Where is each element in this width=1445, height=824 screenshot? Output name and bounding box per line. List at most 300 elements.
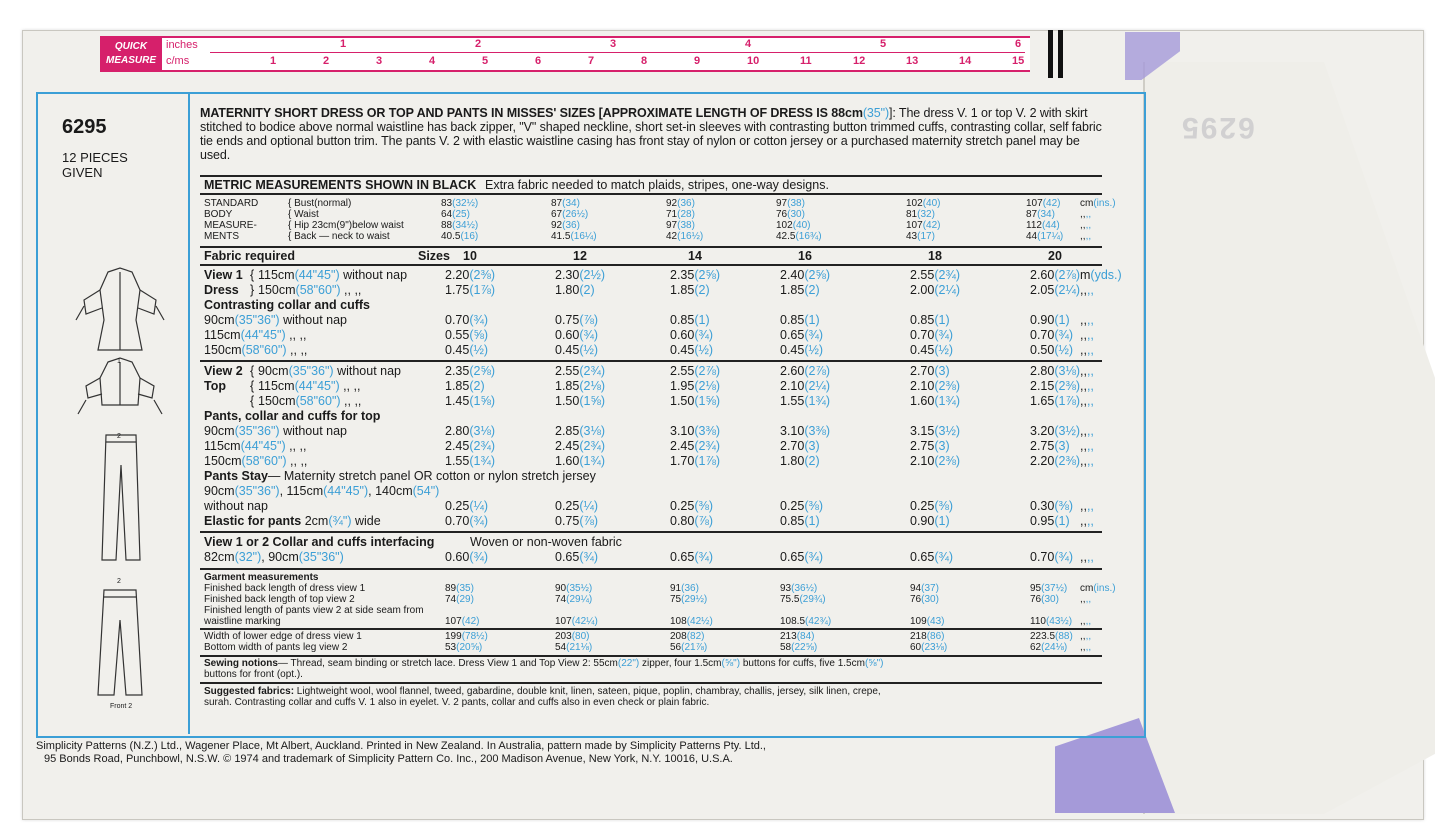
- garment-row-val-imperial: (43): [926, 616, 945, 627]
- garment-width-val-imperial: (24⅛): [1041, 642, 1068, 653]
- garment-row-val: [670, 616, 713, 627]
- width-in: (58"60"): [241, 454, 287, 468]
- elastic-row-val-metric: 0.85: [780, 514, 805, 528]
- view2-sub-2-val-metric: 1.80: [780, 454, 805, 468]
- pants-front2-drawing: [98, 590, 142, 695]
- body-val-metric: 92: [666, 198, 678, 209]
- interfacing-vals-val-metric: 0.70: [1030, 550, 1055, 564]
- width-in: (58"60"): [295, 283, 341, 297]
- view2-sub-2-val-imperial: (2): [804, 454, 820, 468]
- view1-sub-1-val-metric: 0.55: [445, 328, 470, 342]
- view2-row-1-unit: [1080, 379, 1094, 393]
- garment-row-val-imperial: (42¼): [571, 616, 598, 627]
- size-16: 16: [798, 249, 812, 263]
- width-in: (44"45"): [294, 379, 340, 393]
- body-val-metric: 102: [906, 198, 923, 209]
- unit-alt: ,,: [1086, 379, 1094, 393]
- body-unit: [1080, 220, 1091, 231]
- interfacing-vals-val-imperial: (¾): [469, 550, 489, 564]
- body-row-name: { Waist: [288, 209, 319, 220]
- t3: buttons for cuffs, five 1.5cm: [740, 658, 865, 669]
- garment-row-val: [670, 594, 707, 605]
- view2-row-2-val: [780, 394, 830, 408]
- view2-sub-0-val: [910, 424, 960, 438]
- interfacing-vals-val-metric: 0.65: [780, 550, 805, 564]
- view2-label: View 2: [204, 364, 243, 378]
- width-in: (35"36"): [234, 313, 280, 327]
- view2-row-2-val-imperial: (1⅞): [1054, 394, 1081, 408]
- garment-width-val: [670, 642, 707, 653]
- body-val-metric: 107: [906, 220, 923, 231]
- garment-row-name: waistline marking: [204, 616, 281, 627]
- width-label: [258, 283, 361, 297]
- body-val-metric: 64: [441, 209, 453, 220]
- garment-illustrations: [70, 250, 170, 710]
- view1-row-0-val-imperial: (2⅞): [1054, 268, 1081, 282]
- view2-sub-0-val-imperial: (3⅛): [579, 424, 606, 438]
- nap: ,, ,,: [286, 343, 308, 357]
- unit: ,,: [1080, 343, 1087, 357]
- view1-row-0-val: [670, 268, 720, 282]
- view2-row-0-val-imperial: (2⅝): [469, 364, 496, 378]
- view1-sub-1-val: [780, 328, 823, 342]
- unit-alt: ,,: [1086, 499, 1094, 513]
- view2-row-0-val-imperial: (2¾): [579, 364, 606, 378]
- view1-sub-2-val-metric: 0.45: [445, 343, 470, 357]
- c: , 90cm: [261, 550, 299, 564]
- garment-row-name: Finished back length of top view 2: [204, 594, 355, 605]
- view2-sub-0-val-metric: 3.10: [670, 424, 695, 438]
- view2-sub-1-val-metric: 2.75: [910, 439, 935, 453]
- body-val-imperial: (16¼): [570, 231, 597, 242]
- view1-sub-1-val-metric: 0.70: [1030, 328, 1055, 342]
- view1-row-0-val-metric: 2.40: [780, 268, 805, 282]
- ruler-cm-10: 10: [747, 55, 760, 67]
- a2: (⅝"): [721, 658, 741, 669]
- rule-4: [200, 264, 1102, 266]
- view2-row-2-val-imperial: (1¾): [934, 394, 961, 408]
- view1-sub-1-val-metric: 0.60: [670, 328, 695, 342]
- figure-label-1: 1: [117, 358, 121, 365]
- stay-row-val-imperial: (⅜): [804, 499, 824, 513]
- body-val-imperial: (32½): [452, 198, 479, 209]
- view2-sub-0-val-imperial: (3½): [1054, 424, 1081, 438]
- garment-width-val-imperial: (21⅛): [566, 642, 593, 653]
- body-val: [776, 198, 805, 209]
- view1-sub-0-val-metric: 0.70: [445, 313, 470, 327]
- unit: ,,: [1080, 220, 1086, 231]
- view2-row-2-val-metric: 1.50: [670, 394, 695, 408]
- garment-row-name: Finished back length of dress view 1: [204, 583, 366, 594]
- stay-nap: without nap: [204, 499, 268, 513]
- rule-garment: [200, 628, 1102, 630]
- width-label: [204, 439, 306, 453]
- view2-row-1-val-imperial: (2¼): [804, 379, 831, 393]
- view1-row-1-val-metric: 1.80: [555, 283, 580, 297]
- view1-sub-1-val-imperial: (⅝): [469, 328, 489, 342]
- body-val: [906, 220, 940, 231]
- interfacing-vals-val: [780, 550, 823, 564]
- elastic-row-val-imperial: (1): [934, 514, 950, 528]
- rule-view1: [200, 360, 1102, 362]
- a3: (⅝"): [864, 658, 884, 669]
- view2-row-1-val-metric: 1.85: [555, 379, 580, 393]
- size-10: 10: [463, 249, 477, 263]
- view2-sub-2-val-imperial: (1¾): [579, 454, 606, 468]
- body-val-metric: 76: [776, 209, 788, 220]
- view2-label: Top: [204, 379, 226, 393]
- view2-row-0-val-metric: 2.60: [780, 364, 805, 378]
- view1-sub-2-val-metric: 0.45: [780, 343, 805, 357]
- view1-sub-0-val-imperial: (1): [1054, 313, 1070, 327]
- unit-alt: ,,: [1086, 364, 1094, 378]
- view2-row-1-val-imperial: (2⅜): [934, 379, 961, 393]
- unit-alt: ,,: [1085, 616, 1092, 627]
- garment-width-val-imperial: (86): [926, 631, 945, 642]
- body-unit: [1080, 231, 1091, 242]
- ruler-inch-5: 5: [880, 38, 887, 50]
- view2-row-2-val-imperial: (1¾): [804, 394, 831, 408]
- footer-line-2: 95 Bonds Road, Punchbowl, N.S.W. © 1974 and trademark of Simplicity Pattern Co. Inc., 200 Madison Avenue, New York, N.Y. 10016, U.S.A.: [44, 753, 733, 765]
- view2-row-2-val: [910, 394, 960, 408]
- view2-row-2-val-metric: 1.55: [780, 394, 805, 408]
- garment-width-val-imperial: (20⅝): [456, 642, 483, 653]
- garment-width-val: [910, 642, 947, 653]
- garment-row-val-imperial: (37): [921, 583, 939, 594]
- view2-row-1-val: [555, 379, 605, 393]
- body-val: [1026, 198, 1060, 209]
- ruler-cms-label: c/ms: [166, 55, 190, 67]
- width-label: [258, 379, 360, 393]
- stay-row-val: [670, 499, 713, 513]
- view1-row-0-val: [1030, 268, 1080, 282]
- view2-sub-0-val: [1030, 424, 1080, 438]
- interfacing-vals-val-imperial: (¾): [579, 550, 599, 564]
- view2-row-1-val-imperial: (2⅛): [579, 379, 606, 393]
- garment-row-val-imperial: (42½): [686, 616, 713, 627]
- stay-row-val-imperial: (⅜): [694, 499, 714, 513]
- pants-stay-text: — Maternity stretch panel OR cotton or nylon stretch jersey: [267, 469, 596, 483]
- nap: without nap: [279, 313, 348, 327]
- footer-line-1: Simplicity Patterns (N.Z.) Ltd., Wagener Place, Mt Albert, Auckland. Printed in New Zealand. In Australia, pattern made by Simplicity Patterns Pty. Ltd.,: [36, 740, 766, 752]
- interfacing-vals-unit: [1080, 550, 1094, 564]
- view2-sub-0-val-metric: 2.85: [555, 424, 580, 438]
- view2-sub-2-val: [445, 454, 495, 468]
- fabric-required-label: Fabric required: [204, 249, 295, 263]
- interfacing-vals-val-imperial: (¾): [694, 550, 714, 564]
- body-val: [441, 231, 478, 242]
- view1-sub-2-val: [910, 343, 953, 357]
- view2-row-0-val: [910, 364, 950, 378]
- width-label: [258, 364, 401, 378]
- view1-sub-1-val-imperial: (¾): [934, 328, 954, 342]
- view1-sub-1-unit: [1080, 328, 1094, 342]
- unit: ,,: [1080, 364, 1087, 378]
- view1-sub-1-val: [1030, 328, 1073, 342]
- body-val-imperial: (30): [787, 209, 805, 220]
- view2-row-2-val: [445, 394, 495, 408]
- brace: {: [250, 394, 255, 408]
- view1-row-1-val: [780, 283, 820, 297]
- size-20: 20: [1048, 249, 1062, 263]
- metric-header: METRIC MEASUREMENTS SHOWN IN BLACK: [204, 178, 477, 192]
- view1-sub-0-val-metric: 0.85: [780, 313, 805, 327]
- elastic-row-val-imperial: (1): [1054, 514, 1070, 528]
- view2-sub-1-val-metric: 2.45: [445, 439, 470, 453]
- body-val-metric: 97: [666, 220, 678, 231]
- interfacing-vals-val-metric: 0.65: [910, 550, 935, 564]
- unit: ,,: [1080, 209, 1086, 220]
- unit-alt: ,,: [1086, 328, 1094, 342]
- view1-sub-2-val-imperial: (½): [1054, 343, 1074, 357]
- unit: ,,: [1080, 550, 1087, 564]
- garment-row-val-metric: 91: [670, 583, 682, 594]
- ruler-inch-4: 4: [745, 38, 752, 50]
- view2-row-1-val: [445, 379, 485, 393]
- view2-row-2-unit: [1080, 394, 1094, 408]
- body-val: [1026, 209, 1055, 220]
- width-in: (44"45"): [294, 268, 340, 282]
- view1-row-1-val-metric: 1.75: [445, 283, 470, 297]
- nap: ,, ,,: [285, 439, 307, 453]
- garment-row-val-metric: 94: [910, 583, 922, 594]
- view1-row-0-val-imperial: (2⅝): [804, 268, 831, 282]
- garment-row-val-metric: 74: [445, 594, 457, 605]
- garment-row-val-imperial: (30): [921, 594, 939, 605]
- interfacing-vals-val-metric: 0.60: [445, 550, 470, 564]
- garment-row-val-metric: 76: [910, 594, 922, 605]
- fabrics-text: [204, 686, 881, 697]
- ruler-inches-label: inches: [166, 39, 198, 51]
- garment-width-val-metric: 199: [445, 631, 462, 642]
- unit: ,,: [1080, 313, 1087, 327]
- view2-row-0-val-imperial: (3⅛): [1054, 364, 1081, 378]
- width-cm: 115cm: [258, 268, 295, 282]
- garment-row-val-imperial: (36½): [791, 583, 818, 594]
- elastic-row-val-imperial: (¾): [469, 514, 489, 528]
- body-val-imperial: (42): [1042, 198, 1061, 209]
- view1-label: Dress: [204, 283, 239, 297]
- unit-alt: ,,: [1086, 394, 1094, 408]
- sizes-label: Sizes: [418, 249, 450, 263]
- body-val-metric: 44: [1026, 231, 1038, 242]
- garment-row-val-metric: 110: [1030, 616, 1046, 627]
- view2-sub-0-val: [670, 424, 720, 438]
- metric-note: Extra fabric needed to match plaids, stripes, one-way designs.: [485, 178, 829, 192]
- ruler-cm-13: 13: [906, 55, 919, 67]
- unit-alt: ,,: [1086, 283, 1094, 297]
- garment-title: Garment measurements: [204, 572, 319, 583]
- view1-sub-0-val-metric: 0.75: [555, 313, 580, 327]
- width-in: (58"60"): [295, 394, 341, 408]
- view1-sub-0-val-imperial: (1): [694, 313, 710, 327]
- w1a: (35"36"): [234, 484, 280, 498]
- unit-alt: ,,: [1085, 631, 1092, 642]
- nap: ,, ,,: [285, 328, 307, 342]
- view1-sub-0-val-metric: 0.85: [670, 313, 695, 327]
- view1-sub-2-val-imperial: (½): [804, 343, 824, 357]
- elastic-row-val-imperial: (⅞): [694, 514, 714, 528]
- garment-row-val: [780, 583, 817, 594]
- width-label: [204, 313, 347, 327]
- unit: ,,: [1080, 328, 1087, 342]
- garment-row-val: [910, 616, 944, 627]
- view2-row-0-val: [670, 364, 720, 378]
- view2-row-0-val-metric: 2.35: [445, 364, 470, 378]
- width-cm: 150cm: [258, 283, 296, 297]
- body-val-metric: 43: [906, 231, 918, 242]
- body-val-imperial: (28): [677, 209, 695, 220]
- width-label: [204, 424, 347, 438]
- body-val-imperial: (16½): [677, 231, 704, 242]
- unit: ,,: [1080, 631, 1086, 642]
- body-unit: [1080, 209, 1091, 220]
- nap: ,, ,,: [340, 283, 362, 297]
- unit-alt: ,,: [1086, 550, 1094, 564]
- view1-row-1-val-imperial: (2): [579, 283, 595, 297]
- view2-sub-2-val: [555, 454, 605, 468]
- stay-row-unit: [1080, 499, 1094, 513]
- view1-sub-1-val-metric: 0.70: [910, 328, 935, 342]
- body-val: [551, 198, 580, 209]
- body-val-imperial: (17): [917, 231, 935, 242]
- width-in: (35"36"): [234, 424, 280, 438]
- body-val: [906, 198, 940, 209]
- stay-row-val-imperial: (⅜): [1054, 499, 1074, 513]
- body-val-metric: 107: [1026, 198, 1043, 209]
- unit: m: [1080, 268, 1091, 282]
- body-val-imperial: (44): [1041, 220, 1060, 231]
- body-label-2: MEASURE-: [204, 220, 257, 231]
- body-val-metric: 67: [551, 209, 563, 220]
- view1-sub-0-val-imperial: (¾): [469, 313, 489, 327]
- view2-sub-0-val-imperial: (3⅜): [694, 424, 721, 438]
- garment-row-unit: [1080, 616, 1091, 627]
- garment-row-val: [555, 616, 598, 627]
- garment-width-val-imperial: (78½): [461, 631, 488, 642]
- garment-row-val-imperial: (29¼): [566, 594, 593, 605]
- unit-alt: ,,: [1085, 220, 1092, 231]
- unit-alt: ,,: [1085, 209, 1092, 220]
- garment-width-unit: [1080, 631, 1091, 642]
- nap: without nap: [339, 268, 408, 282]
- body-val: [441, 209, 470, 220]
- view2-row-1-val: [780, 379, 830, 393]
- garment-width-val-metric: 53: [445, 642, 457, 653]
- view1-sub-2-val-imperial: (½): [469, 343, 489, 357]
- body-val-metric: 42.5: [776, 231, 796, 242]
- view1-row-1-val-metric: 1.85: [780, 283, 805, 297]
- body-val-metric: 41.5: [551, 231, 571, 242]
- description-body: ]: The dress V. 1 or top V. 2 with skirt stitched to bodice above normal waistline has back zipper, "V" shaped neckline, short set-in sleeves with contrasting button trimmed cuffs, contrasting collar, self fabric tie ends and optional button trim. The pants V. 2 with elastic waistline casing has front stay of nylon or cotton jersey or a purchased maternity stretch panel may be used.: [200, 106, 1102, 162]
- view2-row-0-val-metric: 2.70: [910, 364, 935, 378]
- stay-row-val-imperial: (¼): [579, 499, 599, 513]
- view2-sub-0-val-metric: 2.80: [445, 424, 470, 438]
- view2-row-1-val: [910, 379, 960, 393]
- interfacing-vals-val: [670, 550, 713, 564]
- width-cm: 115cm: [204, 328, 241, 342]
- body-val-imperial: (17¼): [1037, 231, 1064, 242]
- view2-sub-2-val-imperial: (2⅜): [934, 454, 961, 468]
- view1-sub-1-val-imperial: (¾): [804, 328, 824, 342]
- ruler-cm-1: 1: [270, 55, 277, 67]
- view2-row-0-val: [555, 364, 605, 378]
- garment-row-val-metric: 75: [670, 594, 682, 605]
- garment-row-val: [1030, 583, 1067, 594]
- view2-sub-2-val-imperial: (1¾): [469, 454, 496, 468]
- stay-row-val-metric: 0.25: [780, 499, 805, 513]
- view1-sub-2-val-metric: 0.45: [555, 343, 580, 357]
- garment-row-val-metric: 75.5: [780, 594, 800, 605]
- view2-row-0-val-imperial: (2⅞): [694, 364, 721, 378]
- garment-row-val: [555, 583, 592, 594]
- garment-row-val-metric: 108: [670, 616, 687, 627]
- interfacing-widths: [204, 550, 344, 564]
- width-label: [258, 394, 361, 408]
- body-val-imperial: (16): [460, 231, 479, 242]
- a1: (22"): [617, 658, 640, 669]
- body-val: [551, 231, 597, 242]
- view2-row-1-val-metric: 2.10: [910, 379, 935, 393]
- view2-row-1-val-metric: 2.10: [780, 379, 805, 393]
- body-row-name: { Bust(normal): [288, 198, 352, 209]
- view1-sub: Contrasting collar and cuffs: [204, 298, 370, 312]
- ruler-inch-1: 1: [340, 38, 347, 50]
- view2-row-2-val-metric: 1.50: [555, 394, 580, 408]
- view1-sub-2-val: [555, 343, 598, 357]
- notions-text: [204, 658, 884, 669]
- width-in: (58"60"): [241, 343, 287, 357]
- garment-row-val-imperial: (35): [456, 583, 474, 594]
- ruler-cm-6: 6: [535, 55, 542, 67]
- elastic-row-val-metric: 0.90: [910, 514, 935, 528]
- view1-sub-0-unit: [1080, 313, 1094, 327]
- figure-label-4: Front 2: [110, 703, 133, 710]
- view1-sub-1-val: [670, 328, 713, 342]
- unit-alt: ,,: [1086, 424, 1094, 438]
- body-val-imperial: (16¾): [795, 231, 822, 242]
- view1-row-0-val: [555, 268, 605, 282]
- width-in: (44"45"): [240, 328, 286, 342]
- unit: ,,: [1080, 439, 1087, 453]
- unit: ,,: [1080, 379, 1087, 393]
- view2-sub-0-unit: [1080, 424, 1094, 438]
- unit-alt: ,,: [1086, 343, 1094, 357]
- view1-sub-0-val-metric: 0.85: [910, 313, 935, 327]
- stay-row-val: [910, 499, 953, 513]
- t2: zipper, four 1.5cm: [639, 658, 722, 669]
- garment-row-val-imperial: (43½): [1045, 616, 1073, 627]
- fabrics-label: Suggested fabrics:: [204, 686, 295, 697]
- body-val: [441, 220, 478, 231]
- garment-row-val-metric: 95: [1030, 583, 1042, 594]
- view2-row-2-val-metric: 1.45: [445, 394, 470, 408]
- ruler-inch-3: 3: [610, 38, 617, 50]
- notions-label: Sewing notions: [204, 658, 278, 669]
- figure-label-3: 2: [117, 578, 121, 585]
- elastic-row-val-imperial: (1): [804, 514, 820, 528]
- flap-ghost-number: 6295: [1180, 111, 1255, 144]
- ruler-cm-3: 3: [376, 55, 383, 67]
- ruler-cm-14: 14: [959, 55, 972, 67]
- view1-row-1-val-metric: 1.85: [670, 283, 695, 297]
- view2-row-2-val: [1030, 394, 1080, 408]
- view1-row-0-val: [445, 268, 495, 282]
- brace: {: [250, 268, 255, 282]
- view1-row-0-val-imperial: (2⅜): [469, 268, 496, 282]
- interfacing-note: Woven or non-woven fabric: [470, 535, 622, 549]
- notions-line2: buttons for front (opt.).: [204, 669, 303, 680]
